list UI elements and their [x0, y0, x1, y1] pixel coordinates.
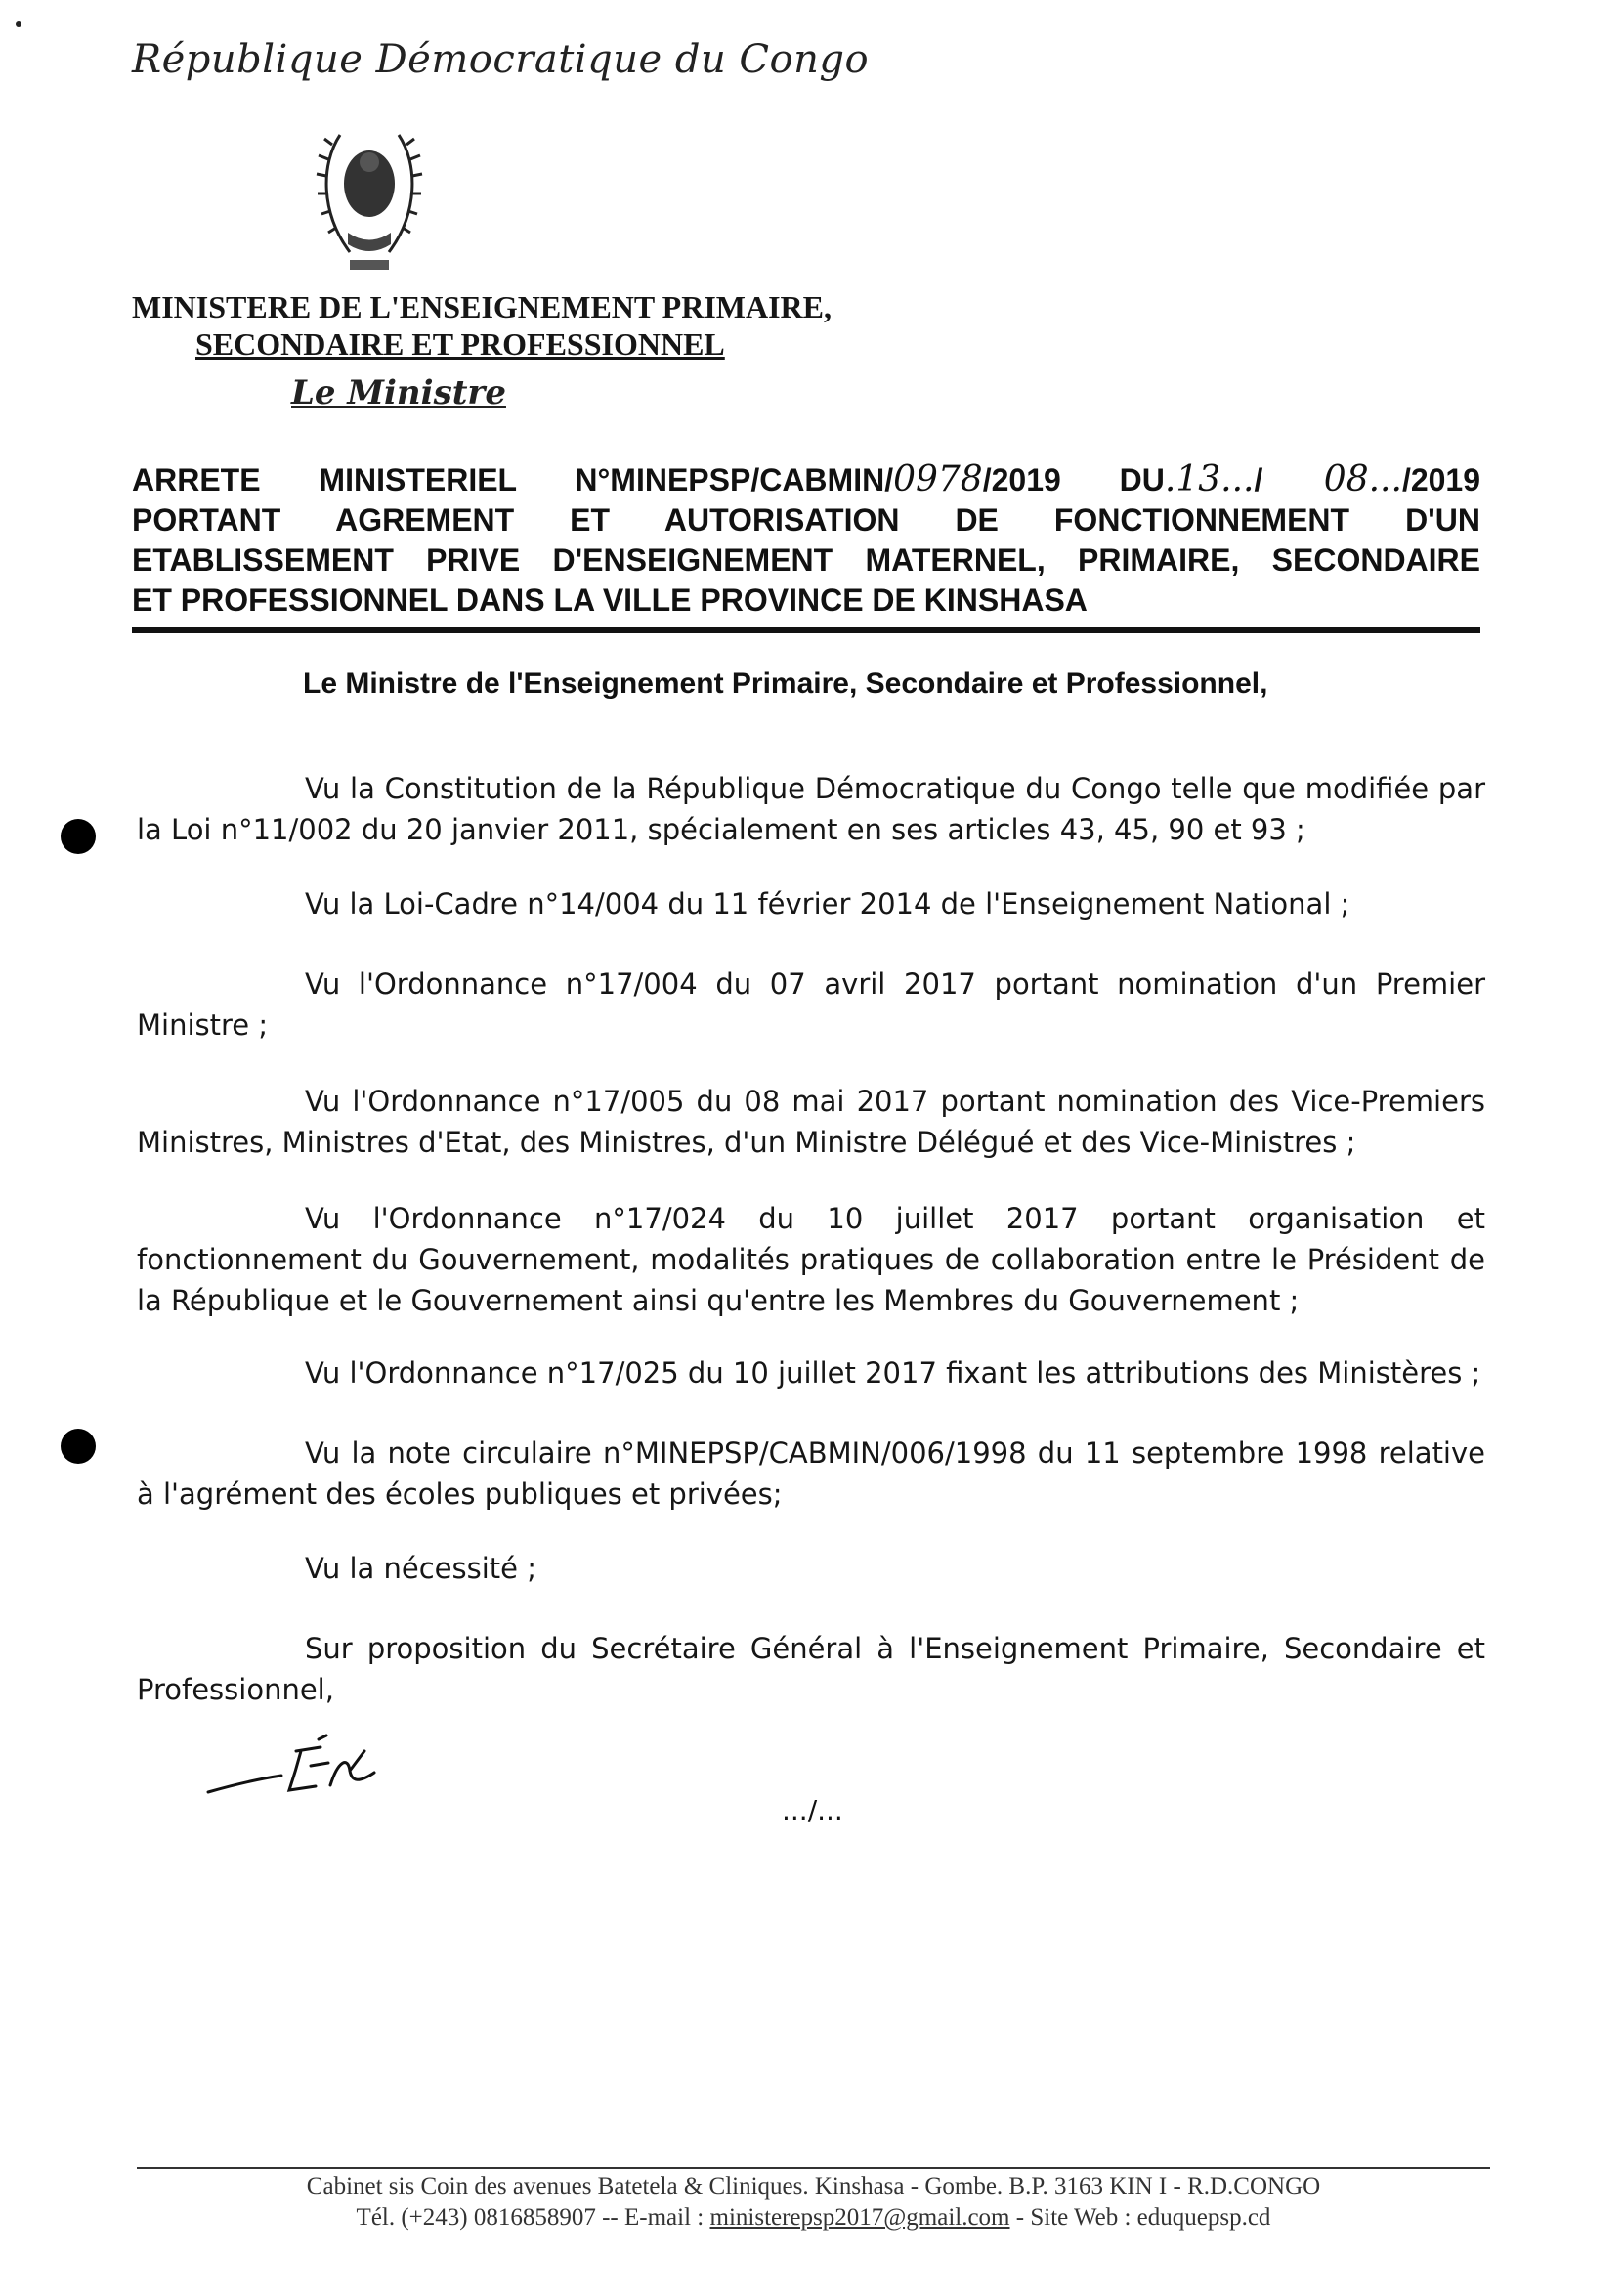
- paragraph: Vu l'Ordonnance n°17/025 du 10 juillet 2017 fixant les attributions des Ministères ;: [305, 1356, 1481, 1390]
- footer-divider: [137, 2167, 1490, 2169]
- page-continuation: .../...: [782, 1794, 843, 1826]
- decree-year-end: /2019: [1401, 462, 1481, 497]
- footer-site: - Site Web : eduquepsp.cd: [1009, 2205, 1271, 2231]
- le-ministre-label: Le Ministre: [291, 373, 506, 412]
- decree-sep: /: [1254, 462, 1263, 497]
- paragraph: Vu la Constitution de la République Démocratique du Congo telle que modifiée par la Loi n°11/002 du 20 janvier 2011, spécialement en ses articles 43, 45, 90 et 93 ;: [137, 772, 1485, 846]
- paragraph: Vu la nécessité ;: [305, 1552, 536, 1585]
- hole-punch-mark: [61, 819, 96, 854]
- decree-prefix: ARRETE MINISTERIEL N°MINEPSP/CABMIN/: [132, 462, 894, 497]
- decree-year-du: /2019 DU: [982, 462, 1165, 497]
- paragraph: Vu la note circulaire n°MINEPSP/CABMIN/006/1998 du 11 septembre 1998 relative à l'agrément des écoles publiques et privées;: [137, 1436, 1485, 1511]
- footer-tel: Tél. (+243) 0816858907 -- E-mail :: [356, 2205, 710, 2231]
- paragraph: Vu la Loi-Cadre n°14/004 du 11 février 2014 de l'Enseignement National ;: [305, 887, 1350, 921]
- ministry-name-line2: SECONDAIRE ET PROFESSIONNEL: [195, 326, 725, 362]
- decree-title-line3: ETABLISSEMENT PRIVE D'ENSEIGNEMENT MATERNEL, PRIMAIRE, SECONDAIRE: [132, 542, 1480, 578]
- decree-title-line1: [132, 459, 1480, 499]
- paragraph: Vu l'Ordonnance n°17/004 du 07 avril 2017 portant nomination d'un Premier Ministre ;: [137, 967, 1485, 1042]
- paragraph: Sur proposition du Secrétaire Général à l'Enseignement Primaire, Secondaire et Professionnel,: [137, 1632, 1485, 1706]
- decree-month: 08...: [1262, 459, 1402, 499]
- ministry-name-line1: MINISTERE DE L'ENSEIGNEMENT PRIMAIRE,: [132, 289, 832, 324]
- footer-email-link[interactable]: ministerepsp2017@gmail.com: [709, 2205, 1010, 2231]
- coat-of-arms-icon: [311, 115, 428, 281]
- decree-title-line4: ET PROFESSIONNEL DANS LA VILLE PROVINCE DE KINSHASA: [132, 582, 1088, 618]
- handwritten-initials: [203, 1722, 399, 1810]
- title-divider: [132, 627, 1480, 633]
- paragraph: Vu l'Ordonnance n°17/005 du 08 mai 2017 portant nomination des Vice-Premiers Ministres, Ministres d'Etat, des Ministres, d'un Ministre Délégué et des Vice-Ministres ;: [137, 1085, 1485, 1159]
- decree-day: .13...: [1164, 459, 1255, 499]
- scan-speck: [16, 21, 21, 27]
- footer-contact: [137, 2205, 1490, 2232]
- footer-address: Cabinet sis Coin des avenues Batetela & Cliniques. Kinshasa - Gombe. B.P. 3163 KIN I - R.D.CONGO: [306, 2173, 1321, 2200]
- decree-title-line2: PORTANT AGREMENT ET AUTORISATION DE FONCTIONNEMENT D'UN: [132, 502, 1480, 537]
- paragraph: Vu l'Ordonnance n°17/024 du 10 juillet 2017 portant organisation et fonctionnement du Gouvernement, modalités pratiques de collaboration entre le Président de la République et le Gouvernement ainsi qu'entre les Membres du Gouvernement ;: [137, 1202, 1485, 1317]
- hole-punch-mark: [61, 1429, 96, 1464]
- republic-heading: République Démocratique du Congo: [132, 37, 870, 82]
- decree-number: 0978: [893, 459, 983, 499]
- minister-subtitle: Le Ministre de l'Enseignement Primaire, Secondaire et Professionnel,: [303, 667, 1268, 700]
